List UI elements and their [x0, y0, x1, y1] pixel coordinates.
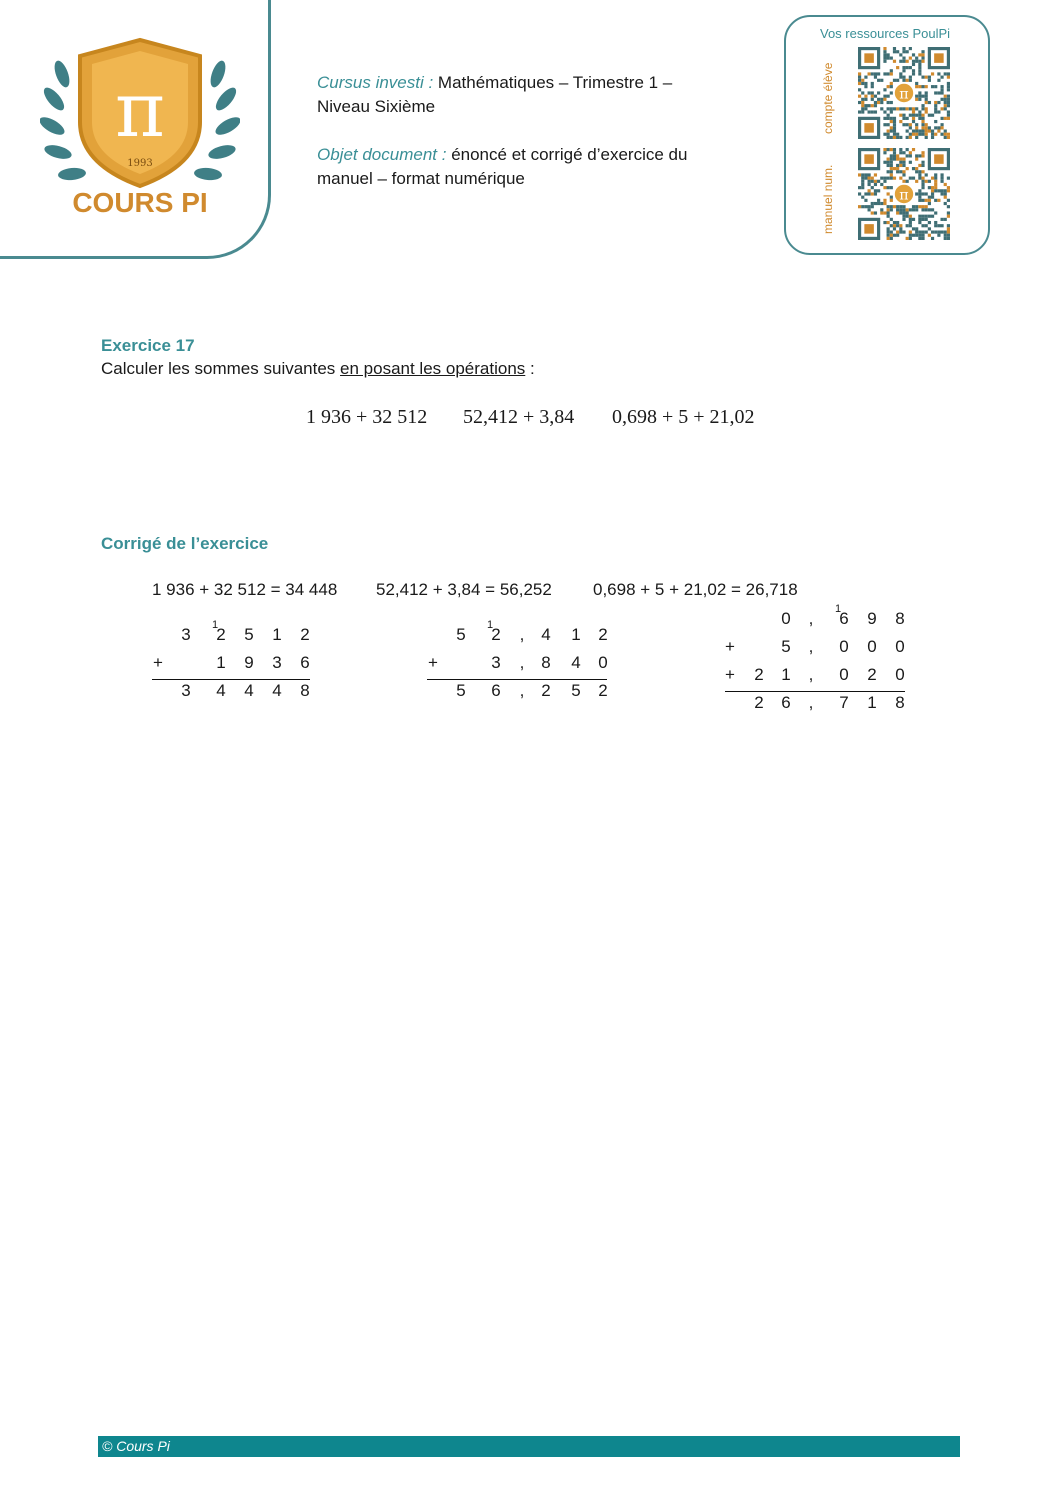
operation-digit: 3 [491, 653, 501, 672]
sum-line [725, 691, 905, 692]
operation-digit: , [519, 625, 525, 644]
operation-digit: 0 [781, 609, 791, 628]
operation-digit: 1 [571, 625, 581, 644]
logo-text: COURS PI [72, 187, 208, 218]
operation-digit: 2 [300, 625, 310, 644]
operation-digit: 8 [895, 609, 905, 628]
exercise-title: Exercice 17 [101, 336, 195, 355]
operation-digit: 1 [272, 625, 282, 644]
operation-digit: 2 [754, 693, 764, 712]
exercise-prompt: Calculer les sommes suivantes en posant les opérations : [101, 359, 535, 378]
resources-title: Vos ressources PoulPi [820, 26, 951, 41]
equation-2: 52,412 + 3,84 = 56,252 [376, 580, 552, 599]
operation-digit: 3 [181, 681, 191, 700]
operation-digit: 1 [867, 693, 877, 712]
operation-digit: 9 [244, 653, 254, 672]
carry-digit: 1 [835, 603, 842, 615]
operation-digit: 5 [571, 681, 581, 700]
operation-digit: 1 [216, 653, 226, 672]
operation-digit: , [808, 609, 814, 628]
operation-digit: 0 [895, 637, 905, 656]
carry-digit: 1 [487, 619, 494, 631]
operation-digit: , [808, 637, 814, 656]
operation-digit: 3 [272, 653, 282, 672]
operation-digit: 6 [781, 693, 791, 712]
sum-line [427, 679, 607, 680]
operation-digit: 1 [781, 665, 791, 684]
operation-digit: 7 [839, 693, 849, 712]
operation-digit: 6 [491, 681, 501, 700]
operation-digit: 4 [571, 653, 581, 672]
operation-digit: , [519, 681, 525, 700]
operation-digit: , [519, 653, 525, 672]
operation-digit: 6 [839, 609, 849, 628]
operation-digit: 0 [839, 637, 849, 656]
operation-digit: 4 [541, 625, 551, 644]
expression-1: 1 936 + 32 512 [306, 406, 428, 428]
operation-digit: 2 [541, 681, 551, 700]
operation-digit: 2 [491, 625, 501, 644]
operation-digit: 0 [839, 665, 849, 684]
svg-text:1993: 1993 [127, 158, 153, 169]
sum-line [152, 679, 310, 680]
operation-digit: 2 [598, 625, 608, 644]
operation-digit: 0 [598, 653, 608, 672]
operation-digit: 4 [244, 681, 254, 700]
equation-1: 1 936 + 32 512 = 34 448 [152, 580, 338, 599]
operation-digit: 5 [456, 625, 466, 644]
operation-digit: 2 [216, 625, 226, 644]
operation-digit: + [725, 637, 735, 656]
expression-2: 52,412 + 3,84 [463, 406, 575, 428]
qr-code-student-account[interactable] [858, 47, 950, 139]
operation-digit: 2 [754, 665, 764, 684]
qr-label-digital-manual: manuel num. [821, 164, 835, 234]
operation-digit: 3 [181, 625, 191, 644]
operation-digit: 5 [456, 681, 466, 700]
qr-label-student-account: compte élève [821, 62, 835, 134]
operation-digit: 2 [598, 681, 608, 700]
operation-digit: 0 [895, 665, 905, 684]
svg-text:π: π [899, 86, 909, 103]
equation-3: 0,698 + 5 + 21,02 = 26,718 [593, 580, 798, 599]
operation-digit: , [808, 693, 814, 712]
operation-digit: 6 [300, 653, 310, 672]
footer-bar [98, 1436, 960, 1457]
qr-code-digital-manual[interactable] [858, 148, 950, 240]
operation-digit: 8 [300, 681, 310, 700]
expression-3: 0,698 + 5 + 21,02 [612, 406, 755, 428]
operation-digit: 9 [867, 609, 877, 628]
operation-digit: 5 [244, 625, 254, 644]
operation-digit: 5 [781, 637, 791, 656]
operation-digit: 2 [867, 665, 877, 684]
correction-title: Corrigé de l’exercice [101, 534, 269, 553]
operation-digit: + [725, 665, 735, 684]
carry-digit: 1 [212, 619, 219, 631]
cours-pi-logo [40, 34, 240, 224]
operation-digit: , [808, 665, 814, 684]
operation-digit: 4 [216, 681, 226, 700]
cursus-info: Cursus investi : Mathématiques – Trimestre 1 – Niveau Sixième [317, 73, 673, 116]
svg-text:π: π [899, 187, 909, 204]
operation-digit: 0 [867, 637, 877, 656]
operation-digit: + [153, 653, 163, 672]
logo-pi-symbol: π [115, 65, 165, 154]
operation-digit: 8 [541, 653, 551, 672]
operation-digit: 8 [895, 693, 905, 712]
document-info: Objet document : énoncé et corrigé d’exercice du manuel – format numérique [317, 145, 688, 188]
operation-digit: 4 [272, 681, 282, 700]
operation-digit: + [428, 653, 438, 672]
footer-copyright: © Cours Pi [102, 1438, 170, 1454]
